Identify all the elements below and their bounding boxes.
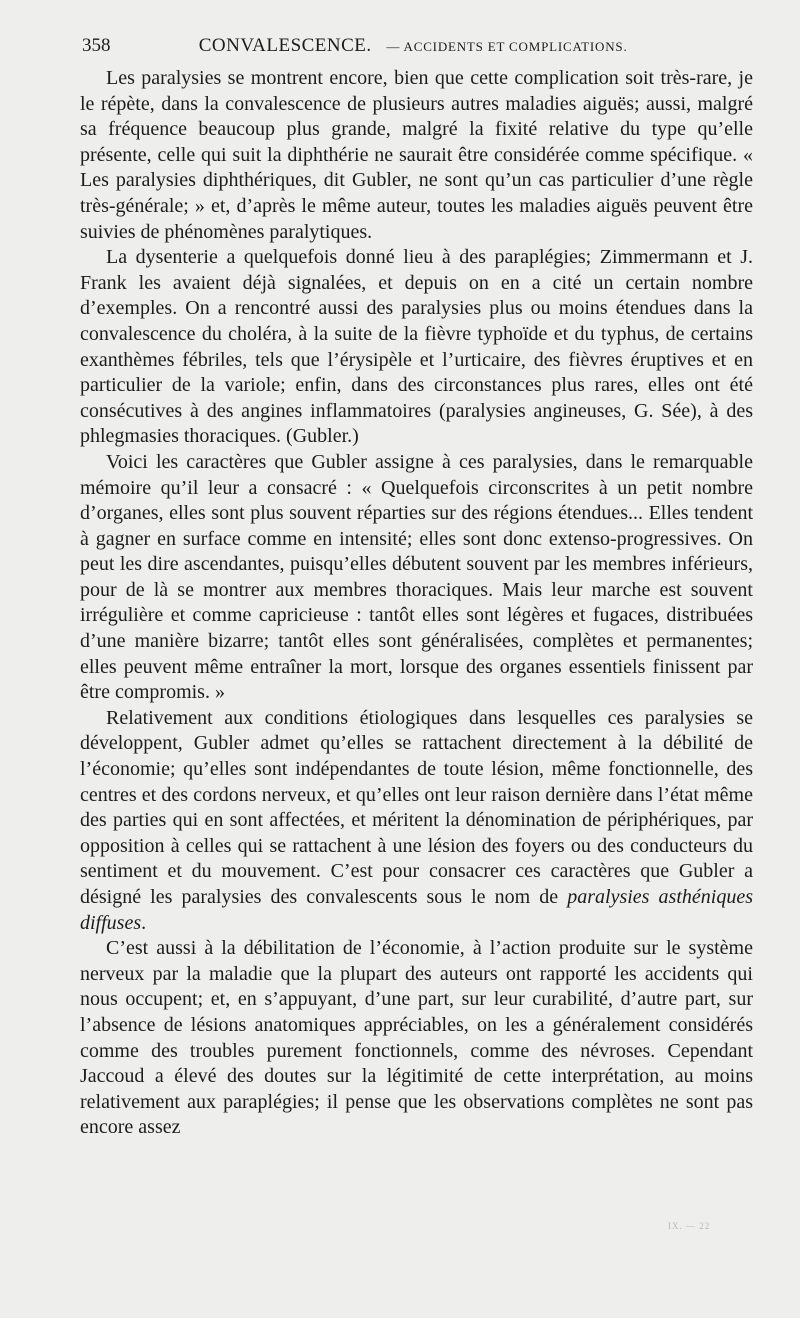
bleed-through-text: IX. — 22 [668,1221,711,1231]
paragraph: C’est aussi à la débilitation de l’économie, à l’action produite sur le système nerveux par la maladie que la plupart des auteurs ont rapporté les accidents qui nous occupent; et, en s’appuyant, d’une part, sur leur curabilité, d’autre part, sur l’absence de lésions anatomiques appréciables, on les a généralement considérés comme des troubles purement fonctionnels, comme des névroses. Cependant Jaccoud a élevé des doutes sur la légitimité de cette interprétation, au moins relativement aux paraplégies; il pense que les observations complètes ne sont pas encore assez [80,937,753,1139]
italic-term: paralysies asthéniques diffuses [80,886,753,934]
paragraph: Voici les caractères que Gubler assigne à ces paralysies, dans le remarquable mémoire qu’il leur a consacré : « Quelquefois circonscrites à un petit nombre d’organes, elles sont plus souvent réparties sur des régions étendues... Elles tendent à gagner en surface comme en intensité; elles sont donc extenso-progressives. On peut les dire ascendantes, puisqu’elles débutent souvent par les membres inférieurs, pour de là se montrer aux membres thoraciques. Mais leur marche est souvent irrégulière et comme capricieuse : tantôt elles sont légères et fugaces, distribuées d’une manière bizarre; tantôt elles sont généralisées, complètes et permanentes; elles peuvent même entraîner la mort, lorsque des organes essentiels finissent par être compromis. » [80,450,753,704]
body-text [80,66,753,1141]
paragraph-text: Relativement aux conditions étiologiques dans lesquelles ces paralysies se développent, Gubler admet qu’elles se rattachent directement à la débilité de l’économie; qu’elles sont indépendantes de toute lésion, même fonctionnelle, des centres et des cordons nerveux, et qu’elles ont leur raison dernière dans l’état même des parties qui en sont affectées, et méritent la dénomination de périphériques, par opposition à celles qui se rattachent à une lésion des foyers ou des conducteurs du sentiment et du mouvement. C’est pour consacrer ces caractères que Gubler a désigné les paralysies des convalescents sous le nom de [80,706,753,908]
paragraph: Les paralysies se montrent encore, bien que cette complication soit très-rare, je le répète, dans la convalescence de plusieurs autres maladies aiguës; aussi, malgré sa fréquence beaucoup plus grande, malgré la fixité relative du type qu’elle présente, celle qui suit la diphthérie ne saurait être considérée comme spécifique. « Les paralysies diphthériques, dit Gubler, ne sont qu’un cas particulier d’une règle très-générale; » et, d’après le même auteur, toutes les maladies aiguës peuvent être suivies de phénomènes paralytiques. [80,67,753,243]
paragraph-text-end: . [141,911,147,934]
running-subtitle: — ACCIDENTS ET COMPLICATIONS. [386,39,628,54]
page-number: 358 [82,35,111,56]
running-title: CONVALESCENCE. [198,35,372,56]
paragraph: La dysenterie a quelquefois donné lieu à des paraplégies; Zimmermann et J. Frank les avaient déjà signalées, et depuis on en a cité un certain nombre d’exemples. On a rencontré aussi des paralysies plus ou moins étendues dans la convalescence du choléra, à la suite de la fièvre typhoïde et du typhus, de certains exanthèmes fébriles, tels que l’érysipèle et l’urticaire, des fièvres éruptives et en particulier de la variole; enfin, dans des circonstances plus rares, elles ont été consécutives à des angines inflammatoires (paralysies angineuses, G. Sée), à des phlegmasies thoraciques. (Gubler.) [80,246,753,448]
paragraph [80,706,753,936]
running-header [82,34,762,58]
